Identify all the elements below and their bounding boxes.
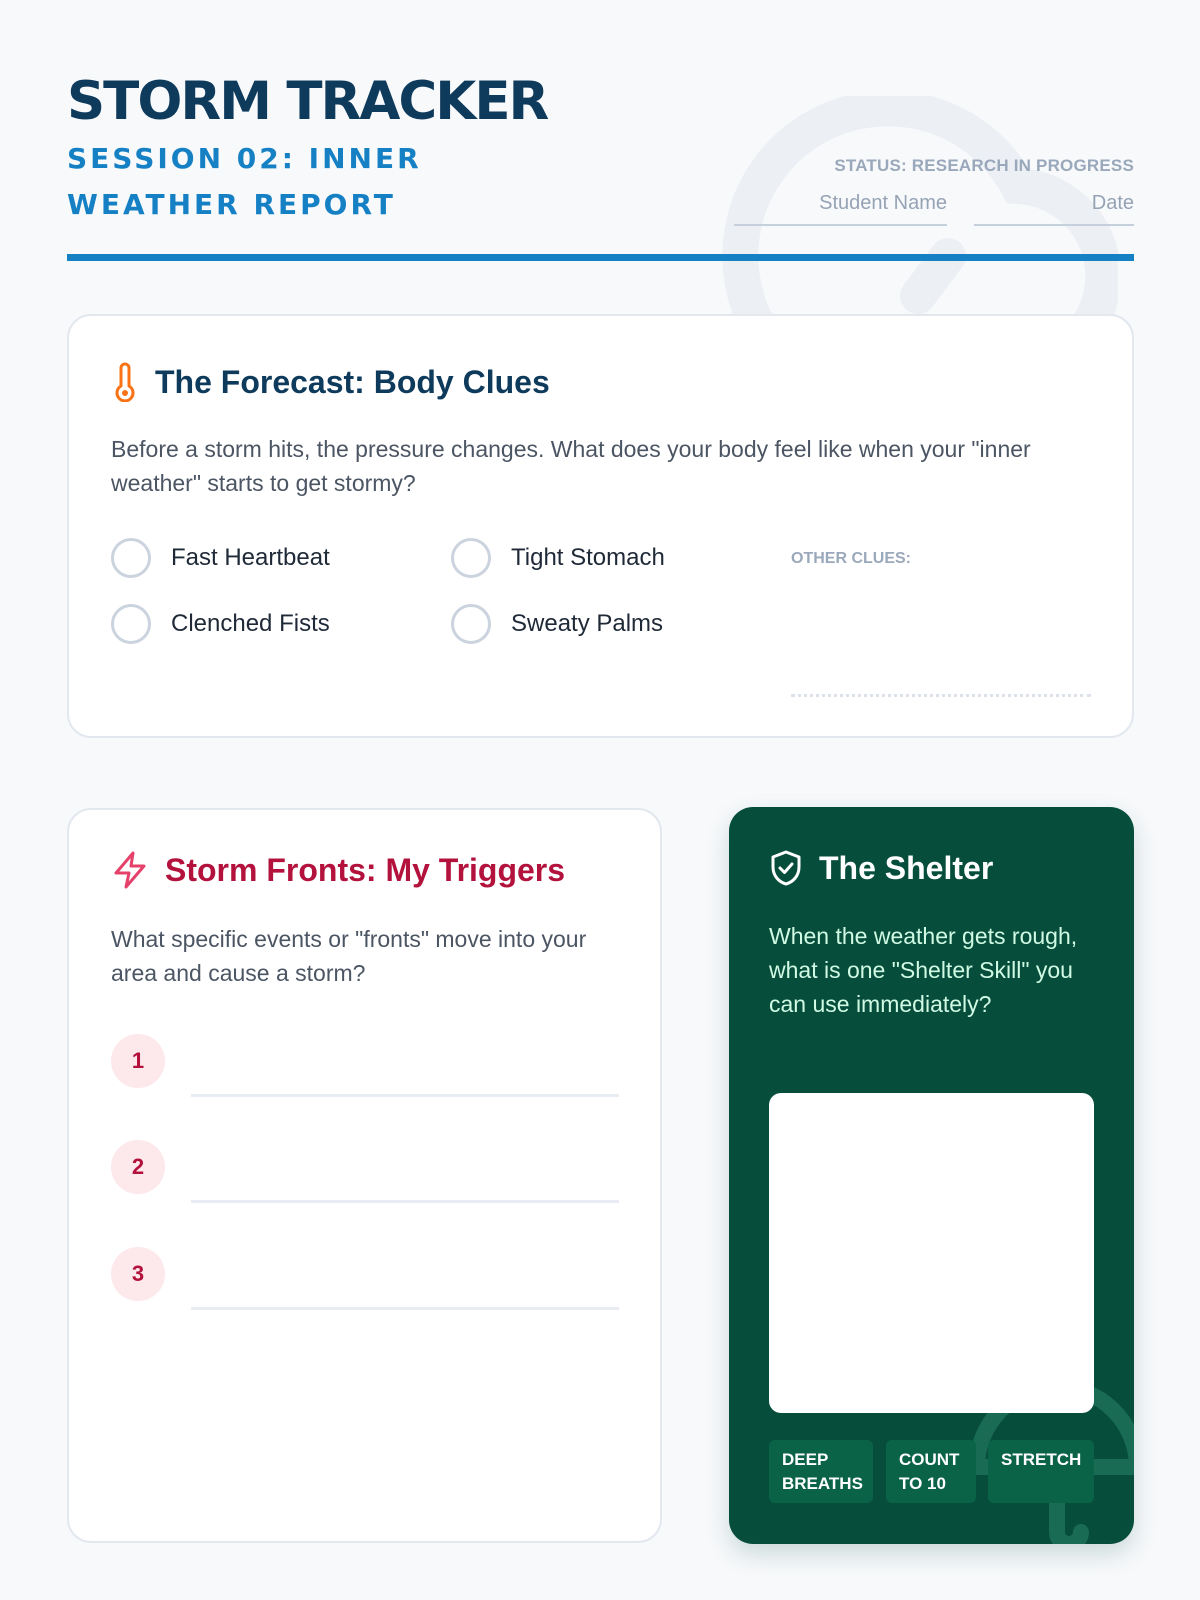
trigger-number: 1: [111, 1034, 165, 1088]
trigger-input-line[interactable]: [191, 1094, 619, 1097]
header-divider: [67, 254, 1134, 261]
trigger-row: [111, 1247, 619, 1307]
other-clues-input[interactable]: [791, 694, 1091, 697]
trigger-input-line[interactable]: [191, 1307, 619, 1310]
radio-circle[interactable]: [111, 604, 151, 644]
tag-line: STRETCH: [1001, 1450, 1082, 1469]
triggers-prompt: What specific events or "fronts" move into your area and cause a storm?: [111, 926, 587, 986]
shelter-heading: [769, 849, 993, 887]
option-clenched-fists[interactable]: [111, 604, 330, 644]
shelter-answer-box[interactable]: [769, 1093, 1094, 1413]
trigger-input-line[interactable]: [191, 1200, 619, 1203]
forecast-card: [67, 314, 1134, 738]
student-name-field[interactable]: [734, 186, 947, 226]
shelter-prompt: When the weather gets rough, what is one "Shelter Skill" you can use immediately?: [769, 923, 1078, 1017]
page-header: [67, 70, 1134, 262]
student-name-label: Student Name: [819, 192, 947, 214]
tag-line: TO 10: [899, 1474, 946, 1493]
triggers-heading: [111, 850, 565, 890]
forecast-prompt: Before a storm hits, the pressure changes. What does your body feel like when your "inner weather" starts to get stormy?: [111, 436, 1031, 496]
tag-line: DEEP: [782, 1450, 829, 1469]
radio-circle[interactable]: [111, 538, 151, 578]
option-label: Clenched Fists: [171, 610, 330, 637]
shield-check-icon: [769, 849, 803, 887]
date-label: Date: [1091, 192, 1134, 214]
tag-line: BREATHS: [782, 1474, 863, 1493]
trigger-row: [111, 1140, 619, 1200]
triggers-title: Storm Fronts: My Triggers: [165, 851, 566, 888]
forecast-title: The Forecast: Body Clues: [155, 363, 550, 400]
lightning-icon: [111, 850, 149, 890]
status-text: STATUS: RESEARCH IN PROGRESS: [834, 156, 1134, 175]
option-fast-heartbeat[interactable]: [111, 538, 330, 578]
option-sweaty-palms[interactable]: [451, 604, 663, 644]
option-label: Sweaty Palms: [511, 610, 664, 637]
shelter-tag-count-to-10[interactable]: [886, 1440, 976, 1503]
trigger-row: [111, 1034, 619, 1094]
thermometer-icon: [111, 362, 139, 402]
option-label: Fast Heartbeat: [171, 544, 330, 571]
triggers-card: [67, 808, 662, 1543]
shelter-card: [729, 807, 1134, 1544]
tag-line: COUNT: [899, 1450, 960, 1469]
option-label: Tight Stomach: [511, 544, 665, 571]
date-field[interactable]: [974, 186, 1134, 226]
radio-circle[interactable]: [451, 604, 491, 644]
shelter-title: The Shelter: [819, 849, 994, 886]
trigger-number: 2: [111, 1140, 165, 1194]
page-title: STORM TRACKER: [67, 71, 548, 132]
shelter-tag-stretch[interactable]: [988, 1440, 1094, 1503]
forecast-heading: [111, 362, 550, 402]
other-clues-label: OTHER CLUES:: [791, 550, 911, 567]
trigger-number: 3: [111, 1247, 165, 1301]
page-subtitle: SESSION 02: INNER WEATHER REPORT: [67, 142, 422, 221]
radio-circle[interactable]: [451, 538, 491, 578]
option-tight-stomach[interactable]: [451, 538, 665, 578]
shelter-tag-deep-breaths[interactable]: [769, 1440, 873, 1503]
